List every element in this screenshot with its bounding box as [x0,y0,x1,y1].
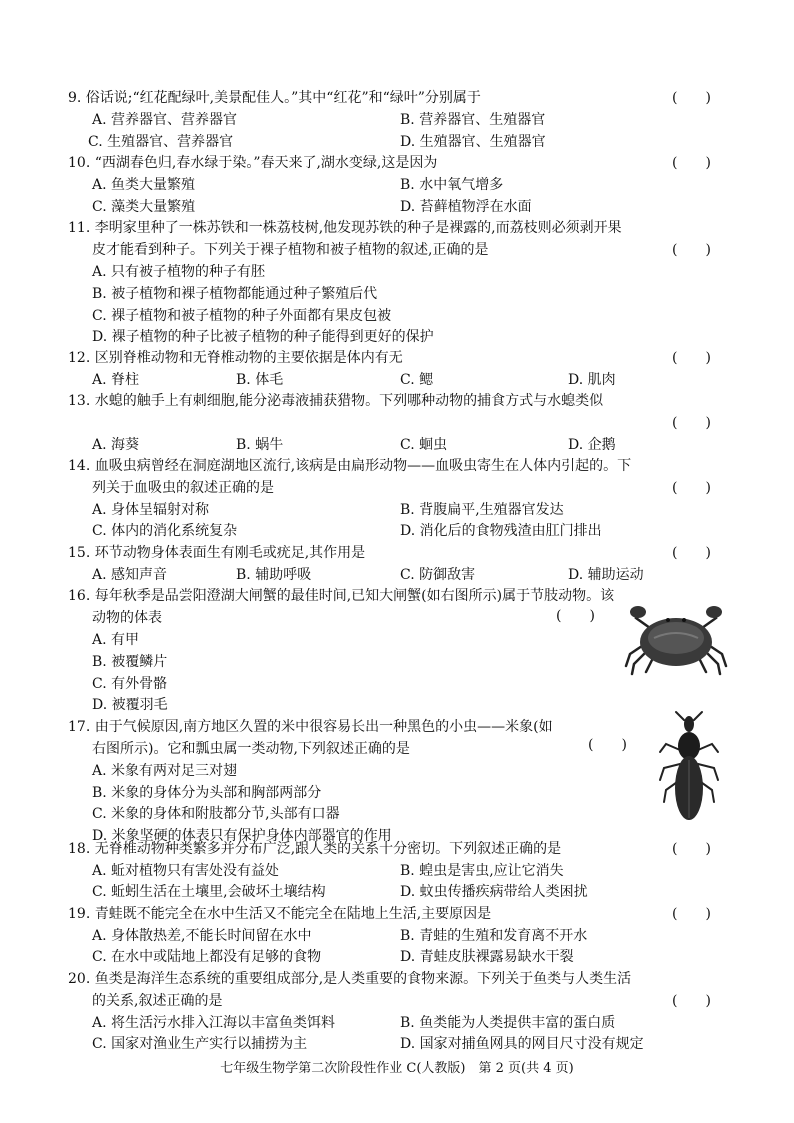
q19-answer-paren: ( ) [672,906,711,922]
q11-option-c: C. 裸子植物和被子植物的种子外面都有果皮包被 [92,308,392,324]
q16-option-b: B. 被覆鳞片 [92,654,168,670]
q14-option-a: A. 身体呈辐射对称 [92,502,210,518]
q16-answer-paren: ( ) [556,608,595,624]
q18-stem: 18. 无脊椎动物种类繁多并分布广泛,跟人类的关系十分密切。下列叙述正确的是 [68,841,562,857]
q16-option-c: C. 有外骨骼 [92,676,168,692]
q14-option-c: C. 体内的消化系统复杂 [92,523,238,539]
q9-stem: 9. 俗话说;“红花配绿叶,美景配佳人。”其中“红花”和“绿叶”分别属于 [68,90,481,106]
q17-answer-paren: ( ) [588,737,627,753]
q14-stem-line1: 14. 血吸虫病曾经在洞庭湖地区流行,该病是由扁形动物——血吸虫寄生在人体内引起的。下 [68,458,632,474]
q10-option-d: D. 苔藓植物浮在水面 [400,199,532,215]
q17-option-b: B. 米象的身体分为头部和胸部两部分 [92,785,322,801]
q14-option-d: D. 消化后的食物残渣由肛门排出 [400,523,602,539]
q16-stem-line1: 16. 每年秋季是品尝阳澄湖大闸蟹的最佳时间,已知大闸蟹(如右图所示)属于节肢动物。该 [68,588,615,604]
q12-option-b: B. 体毛 [236,372,284,388]
q11-option-b: B. 被子植物和裸子植物都能通过种子繁殖后代 [92,286,378,302]
crab-illustration [624,602,728,678]
q10-option-c: C. 藻类大量繁殖 [92,199,196,215]
q19-option-c: C. 在水中或陆地上都没有足够的食物 [92,949,322,965]
q12-option-a: A. 脊柱 [92,372,140,388]
q17-option-a: A. 米象有两对足三对翅 [92,763,238,779]
q18-answer-paren: ( ) [672,841,711,857]
q16-option-a: A. 有甲 [92,632,140,648]
q13-option-d: D. 企鹅 [568,437,616,453]
q13-option-c: C. 蛔虫 [400,437,448,453]
q19-option-a: A. 身体散热差,不能长时间留在水中 [92,928,312,944]
page-footer: 七年级生物学第二次阶段性作业 C(人教版) 第 2 页(共 4 页) [220,1061,574,1076]
q20-option-d: D. 国家对捕鱼网具的网目尺寸没有规定 [400,1036,644,1052]
q20-stem-line2: 的关系,叙述正确的是 [92,993,223,1009]
q15-answer-paren: ( ) [672,545,711,561]
q12-option-d: D. 肌肉 [568,372,616,388]
q20-stem-line1: 20. 鱼类是海洋生态系统的重要组成部分,是人类重要的食物来源。下列关于鱼类与人类生活 [68,971,632,987]
q19-option-d: D. 青蛙皮肤裸露易缺水干裂 [400,949,574,965]
q10-stem: 10. “西湖春色归,春水绿于染。”春天来了,湖水变绿,这是因为 [68,155,438,171]
q9-answer-paren: ( ) [672,90,711,106]
q18-option-b: B. 蝗虫是害虫,应让它消失 [400,863,564,879]
q12-option-c: C. 鳃 [400,372,434,388]
q20-option-c: C. 国家对渔业生产实行以捕捞为主 [92,1036,308,1052]
q13-option-b: B. 蜗牛 [236,437,284,453]
q9-option-c: C. 生殖器官、营养器官 [88,134,234,150]
q11-option-d: D. 裸子植物的种子比被子植物的种子能得到更好的保护 [92,329,434,345]
q11-answer-paren: ( ) [672,242,711,258]
q15-option-b: B. 辅助呼吸 [236,567,312,583]
q15-stem: 15. 环节动物身体表面生有刚毛或疣足,其作用是 [68,545,366,561]
q11-stem-line1: 11. 李明家里种了一株苏铁和一株荔枝树,他发现苏铁的种子是裸露的,而荔枝则必须剥开果 [68,220,622,236]
q16-stem-line2: 动物的体表 [92,610,162,626]
q14-option-b: B. 背腹扁平,生殖器官发达 [400,502,564,518]
q20-option-a: A. 将生活污水排入江海以丰富鱼类饵料 [92,1015,336,1031]
q18-option-a: A. 蚯对植物只有害处没有益处 [92,863,280,879]
q19-stem: 19. 青蛙既不能完全在水中生活又不能完全在陆地上生活,主要原因是 [68,906,492,922]
q9-option-a: A. 营养器官、营养器官 [92,112,238,128]
q15-option-c: C. 防御敌害 [400,567,476,583]
q20-answer-paren: ( ) [672,993,711,1009]
q10-answer-paren: ( ) [672,155,711,171]
q14-stem-line2: 列关于血吸虫的叙述正确的是 [92,480,274,496]
q18-option-d: D. 蚊虫传播疾病带给人类困扰 [400,884,588,900]
q13-answer-paren: ( ) [672,415,711,431]
q12-answer-paren: ( ) [672,350,711,366]
q10-option-b: B. 水中氧气增多 [400,177,504,193]
q10-option-a: A. 鱼类大量繁殖 [92,177,196,193]
q19-option-b: B. 青蛙的生殖和发育离不开水 [400,928,588,944]
q9-option-b: B. 营养器官、生殖器官 [400,112,546,128]
q20-option-b: B. 鱼类能为人类提供丰富的蛋白质 [400,1015,616,1031]
q15-option-a: A. 感知声音 [92,567,168,583]
q17-stem-line2: 右图所示)。它和瓢虫属一类动物,下列叙述正确的是 [92,741,410,757]
q13-option-a: A. 海葵 [92,437,140,453]
q13-stem: 13. 水螅的触手上有刺细胞,能分泌毒液捕获猎物。下列哪种动物的捕食方式与水螅类似 [68,393,604,409]
q17-option-d: D. 米象坚硬的体表只有保护身体内部器官的作用 [92,828,392,844]
q12-stem: 12. 区别脊椎动物和无脊椎动物的主要依据是体内有无 [68,350,403,366]
q15-option-d: D. 辅助运动 [568,567,644,583]
q17-option-c: C. 米象的身体和附肢都分节,头部有口器 [92,806,340,822]
weevil-illustration [658,710,720,830]
q11-option-a: A. 只有被子植物的种子有胚 [92,264,266,280]
q11-stem-line2: 皮才能看到种子。下列关于裸子植物和被子植物的叙述,正确的是 [92,242,489,258]
q16-option-d: D. 被覆羽毛 [92,697,168,713]
q18-option-c: C. 蚯蚓生活在土壤里,会破坏土壤结构 [92,884,326,900]
q17-stem-line1: 17. 由于气候原因,南方地区久置的米中很容易长出一种黑色的小虫——米象(如 [68,719,553,735]
q9-option-d: D. 生殖器官、生殖器官 [400,134,546,150]
q14-answer-paren: ( ) [672,480,711,496]
